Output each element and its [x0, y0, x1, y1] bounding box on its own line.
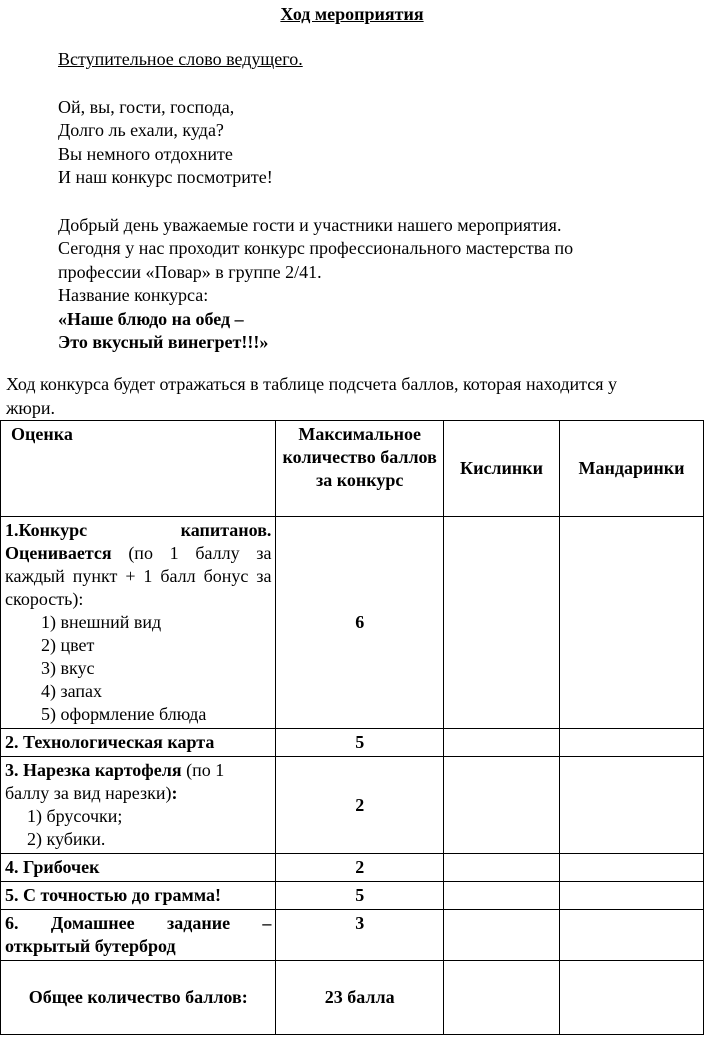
criterion-subtitle: Оценивается [5, 543, 112, 563]
criterion-title: 1.Конкурс капитанов. [5, 520, 272, 540]
total-value: 23 балла [276, 961, 444, 1035]
max-points-cell: 3 [276, 910, 444, 961]
score-cell-kislinki[interactable] [443, 854, 559, 882]
contest-name-line: «Наше блюдо на обед – [58, 308, 244, 329]
table-note [6, 373, 704, 420]
table-row [1, 729, 704, 757]
header-max-points: Максимальное количество баллов за конкурс [276, 421, 444, 517]
welcome-line: Сегодня у нас проходит конкурс профессионального мастерства по [58, 238, 574, 258]
poem-line: И наш конкурс посмотрите! [58, 167, 273, 187]
score-cell-kislinki[interactable] [443, 882, 559, 910]
score-cell-kislinki[interactable] [443, 910, 559, 961]
welcome-line: профессии «Повар» в группе 2/41. [58, 261, 322, 282]
table-row [1, 854, 704, 882]
header-team-mandarinki: Мандаринки [560, 421, 704, 517]
list-item: 3) вкус [41, 658, 95, 678]
criterion-cell: 6. Домашнее задание – открытый бутерброд [1, 910, 276, 961]
score-cell-mandarinki[interactable] [560, 757, 704, 854]
total-label: Общее количество баллов: [1, 961, 276, 1035]
score-cell-kislinki[interactable] [443, 517, 559, 729]
score-table [0, 420, 704, 1035]
criterion-title: 3. Нарезка картофеля [5, 760, 182, 780]
criterion-colon: : [171, 783, 178, 803]
note-line: жюри. [6, 397, 56, 418]
total-cell-kislinki[interactable] [443, 961, 559, 1035]
list-item: 2) кубики. [27, 829, 106, 849]
criterion-cell [1, 517, 276, 729]
intro-section [58, 48, 698, 355]
contest-name-line: Это вкусный винегрет!!!» [58, 332, 269, 352]
list-item: 4) запах [41, 681, 102, 701]
header-assessment: Оценка [1, 421, 276, 517]
score-cell-mandarinki[interactable] [560, 910, 704, 961]
max-points-cell: 2 [276, 854, 444, 882]
score-cell-kislinki[interactable] [443, 757, 559, 854]
total-cell-mandarinki[interactable] [560, 961, 704, 1035]
table-row [1, 910, 704, 961]
max-points-cell: 2 [276, 757, 444, 854]
criterion-cell: 4. Грибочек [1, 854, 276, 882]
welcome-line: Добрый день уважаемые гости и участники нашего мероприятия. [58, 214, 562, 235]
note-line: Ход конкурса будет отражаться в таблице подсчета баллов, которая находится у [6, 374, 618, 394]
max-points-cell: 6 [276, 517, 444, 729]
score-cell-mandarinki[interactable] [560, 517, 704, 729]
intro-lead: Вступительное слово ведущего. [58, 49, 303, 69]
criterion-cell [1, 757, 276, 854]
criterion-description: (по 1 баллу за вид нарезки) [5, 760, 225, 803]
max-points-cell: 5 [276, 729, 444, 757]
header-team-kislinki: Кислинки [443, 421, 559, 517]
page-title: Ход мероприятия [280, 4, 424, 24]
poem-line: Ой, вы, гости, господа, [58, 96, 235, 117]
list-item: 1) внешний вид [41, 612, 162, 632]
criterion-cell: 5. С точностью до грамма! [1, 882, 276, 910]
score-cell-mandarinki[interactable] [560, 729, 704, 757]
table-row [1, 517, 704, 729]
poem-line: Долго ль ехали, куда? [58, 120, 224, 140]
score-cell-kislinki[interactable] [443, 729, 559, 757]
table-total-row [1, 961, 704, 1035]
poem-line: Вы немного отдохните [58, 143, 233, 164]
table-row [1, 757, 704, 854]
list-item: 2) цвет [41, 635, 95, 655]
max-points-cell: 5 [276, 882, 444, 910]
score-cell-mandarinki[interactable] [560, 882, 704, 910]
criterion-description: (по 1 баллу за каждый пункт + 1 балл бонус за скорость): [5, 543, 272, 609]
list-item: 5) оформление блюда [41, 704, 207, 724]
criterion-cell: 2. Технологическая карта [1, 729, 276, 757]
table-header-row [1, 421, 704, 517]
list-item: 1) брусочки; [27, 806, 123, 826]
welcome-line: Название конкурса: [58, 285, 209, 305]
score-cell-mandarinki[interactable] [560, 854, 704, 882]
table-row [1, 882, 704, 910]
